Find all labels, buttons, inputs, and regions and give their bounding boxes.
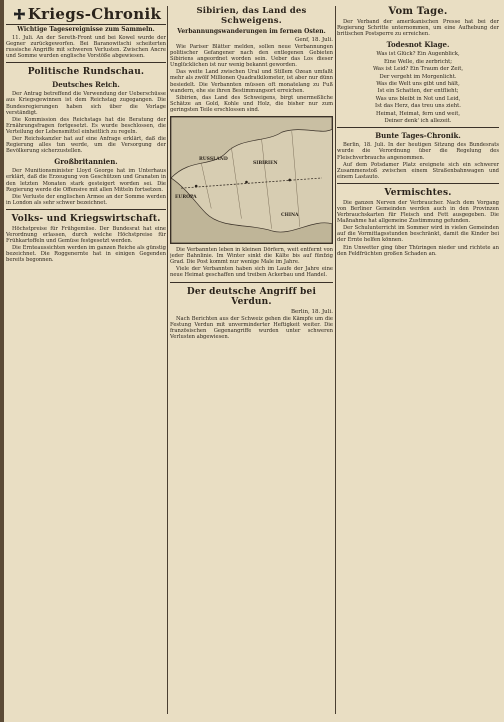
- poem: [337, 51, 499, 124]
- map-label: CHINA: [281, 213, 299, 219]
- divider: [337, 127, 499, 128]
- map-label: EUROPA: [175, 195, 197, 201]
- poem-line: Der vergeht im Morgenlicht.: [379, 73, 457, 80]
- chronicle-intro: 11. Juli. An der Sereth-Front und bei Kowel wurde der Gegner zurückgeworfen. Bei Baranowitschi scheiterten russische Angriffe mit schweren Verlusten. Zwischen Ancre und Somme wurden englische Vorstöße abgewiesen.: [6, 35, 166, 60]
- page-edge: [0, 0, 4, 722]
- section-title-politics: Politische Rundschau.: [27, 67, 145, 78]
- column-middle: [170, 4, 333, 716]
- article-paragraph: Ein Unwetter ging über Thüringen nieder und richtete an den Feldfrüchten großen Schaden an.: [337, 244, 499, 257]
- article-paragraph: Der Munitionsminister Lloyd George hat im Unterhaus erklärt, daß die Erzeugung von Geschützen und Granaten in den letzten Monaten stark gesteigert worden sei. Die Regierung werde die Offensive mit allen Mitteln fortsetzen.: [6, 168, 166, 193]
- article-title-siberia: Sibirien, das Land des Schweigens.: [196, 6, 307, 26]
- article-paragraph: Der Reichskanzler hat auf eine Anfrage erklärt, daß die Regierung alles tun werde, um die Versorgung der Bevölkerung sicherzustellen.: [6, 136, 166, 155]
- poem-line: Heimat, Heimat, fern und weit,: [375, 110, 461, 117]
- article-paragraph: Die Kommission des Reichstags hat die Beratung der Ernährungsfragen fortgesetzt. Es wurde beschlossen, die Verteilung der Lebensmittel einheitlich zu regeln.: [6, 116, 166, 135]
- map-label: SIBIRIEN: [253, 161, 278, 167]
- article-paragraph: Auf dem Potsdamer Platz ereignete sich ein schwerer Zusammenstoß zwischen einem Straßenbahnwagen und einem Lastauto.: [337, 161, 499, 180]
- article-subtitle: Verbannungswanderungen im fernen Osten.: [177, 28, 326, 35]
- article-paragraph: Der Antrag betreffend die Verwendung der Ueberschüsse aus Kriegsgewinnen ist dem Reichstag zugegangen. Die Bundesregierungen haben sich über die Vorlage verständigt.: [6, 91, 166, 116]
- masthead-title: Kriegs-Chronik: [27, 5, 162, 23]
- poem-title: Todesnot Klage.: [386, 40, 450, 50]
- poem-line: Was ist Glück? Ein Augenblick,: [376, 51, 460, 58]
- masthead: [6, 4, 166, 25]
- poem-line: Was die Welt uns gibt und hält,: [376, 80, 460, 87]
- article-paragraph: Der Schulunterricht im Sommer wird in vielen Gemeinden auf die Vormittagsstunden beschränkt, damit die Kinder bei der Ernte helfen können.: [337, 225, 499, 244]
- article-paragraph: Berlin, 18. Juli. In der heutigen Sitzung des Bundesrats wurde die Verordnung über die Regelung des Fleischverbrauchs angenommen.: [337, 142, 499, 161]
- section-title-misc: Vermischtes.: [384, 187, 452, 198]
- article-paragraph: Das weite Land zwischen Ural und Stillem Ozean umfaßt mehr als zwölf Millionen Quadratkilometer, ist aber nur dünn besiedelt. Die Verbannten müssen oft monatelang zu Fuß wandern, ehe sie ihren Bestimmungsort erreichen.: [170, 69, 333, 94]
- article-title-verdun: Der deutsche Angriff bei Verdun.: [186, 286, 317, 307]
- poem-line: Deiner denk' ich allezeit.: [384, 117, 452, 124]
- map-graphic: [171, 117, 332, 243]
- poem-line: Was ist Leid? Ein Traum der Zeit,: [372, 66, 464, 73]
- poem-line: Was uns bleibt in Not und Leid,: [375, 95, 461, 102]
- siberia-map: [170, 116, 333, 244]
- section-title-economy: Volks- und Kriegswirtschaft.: [11, 213, 161, 224]
- article-paragraph: Die Verbannten leben in kleinen Dörfern, weit entfernt von jeder Bahnlinie. Im Winter sinkt die Kälte bis auf fünfzig Grad. Die Post kommt nur wenige Male im Jahre.: [170, 247, 333, 266]
- column-rule: [335, 6, 336, 714]
- divider: [337, 183, 499, 184]
- column-rule: [167, 6, 168, 714]
- section-title-vom-tage: Vom Tage.: [388, 6, 448, 17]
- divider: [6, 62, 166, 63]
- divider: [6, 209, 166, 210]
- divider: [170, 282, 333, 283]
- poem-line: Eine Welle, die zerbricht;: [383, 58, 453, 65]
- poem-line: Ist ein Schatten, der entflieht;: [377, 88, 459, 95]
- column-left: [6, 4, 166, 716]
- section-subtitle-germany: Deutsches Reich.: [52, 80, 120, 90]
- masthead-subtitle: Wichtige Tagesereignisse zum Sammeln.: [17, 26, 155, 33]
- article-paragraph: Die Verluste der englischen Armee an der Somme werden in London als sehr schwer bezeichnet.: [6, 193, 166, 206]
- section-subtitle-chronicle: Bunte Tages-Chronik.: [375, 131, 461, 141]
- dateline: Berlin, 18. Juli.: [291, 308, 333, 315]
- section-subtitle-britain: Großbritannien.: [54, 157, 118, 167]
- article-paragraph: Viele der Verbannten haben sich im Laufe der Jahre eine neue Heimat geschaffen und treiben Ackerbau und Handel.: [170, 266, 333, 279]
- article-paragraph: Die ganzen Nerven der Verbraucher. Nach dem Vorgang von Berliner Gemeinden werden auch in den Provinzen Verbrauchskarten für Fleisch und Fett ausgegeben. Die Maßnahme hat allgemeine Zustimmung gefunden.: [337, 199, 499, 225]
- dateline: Genf, 18. Juli.: [294, 37, 333, 43]
- article-paragraph: Der Verband der amerikanischen Presse hat bei der Regierung Schritte unternommen, um eine Aufhebung der britischen Postsperre zu erreichen.: [337, 19, 499, 38]
- article-paragraph: Die Ernteaussichten werden im ganzen Reiche als günstig bezeichnet. Die Roggenernte hat in einigen Gegenden bereits begonnen.: [6, 245, 166, 264]
- map-label: RUSSLAND: [199, 157, 228, 163]
- article-paragraph: Wie Pariser Blätter melden, sollen neue Verbannungen politischer Gefangener nach den entlegenen Gebieten Sibiriens angeordnet worden sein. Ueber das Los dieser Unglücklichen ist nur wenig bekannt geworden.: [170, 44, 333, 69]
- article-paragraph: Sibirien, das Land des Schweigens, birgt unermeßliche Schätze an Gold, Kohle und Holz, die bisher nur zum geringsten Teile erschlossen sind.: [170, 94, 333, 113]
- column-right: [337, 4, 499, 716]
- iron-cross-icon: [14, 9, 25, 20]
- article-paragraph: Nach Berichten aus der Schweiz gehen die Kämpfe um die Festung Verdun mit unverminderter Heftigkeit weiter. Die französischen Gegenangriffe wurden unter schweren Verlusten abgewiesen.: [170, 315, 333, 340]
- poem-line: Ist das Herz, das treu uns zieht.: [375, 103, 461, 110]
- article-paragraph: Höchstpreise für Frühgemüse. Der Bundesrat hat eine Verordnung erlassen, durch welche Höchstpreise für Frühkartoffeln und Gemüse festgesetzt werden.: [6, 225, 166, 245]
